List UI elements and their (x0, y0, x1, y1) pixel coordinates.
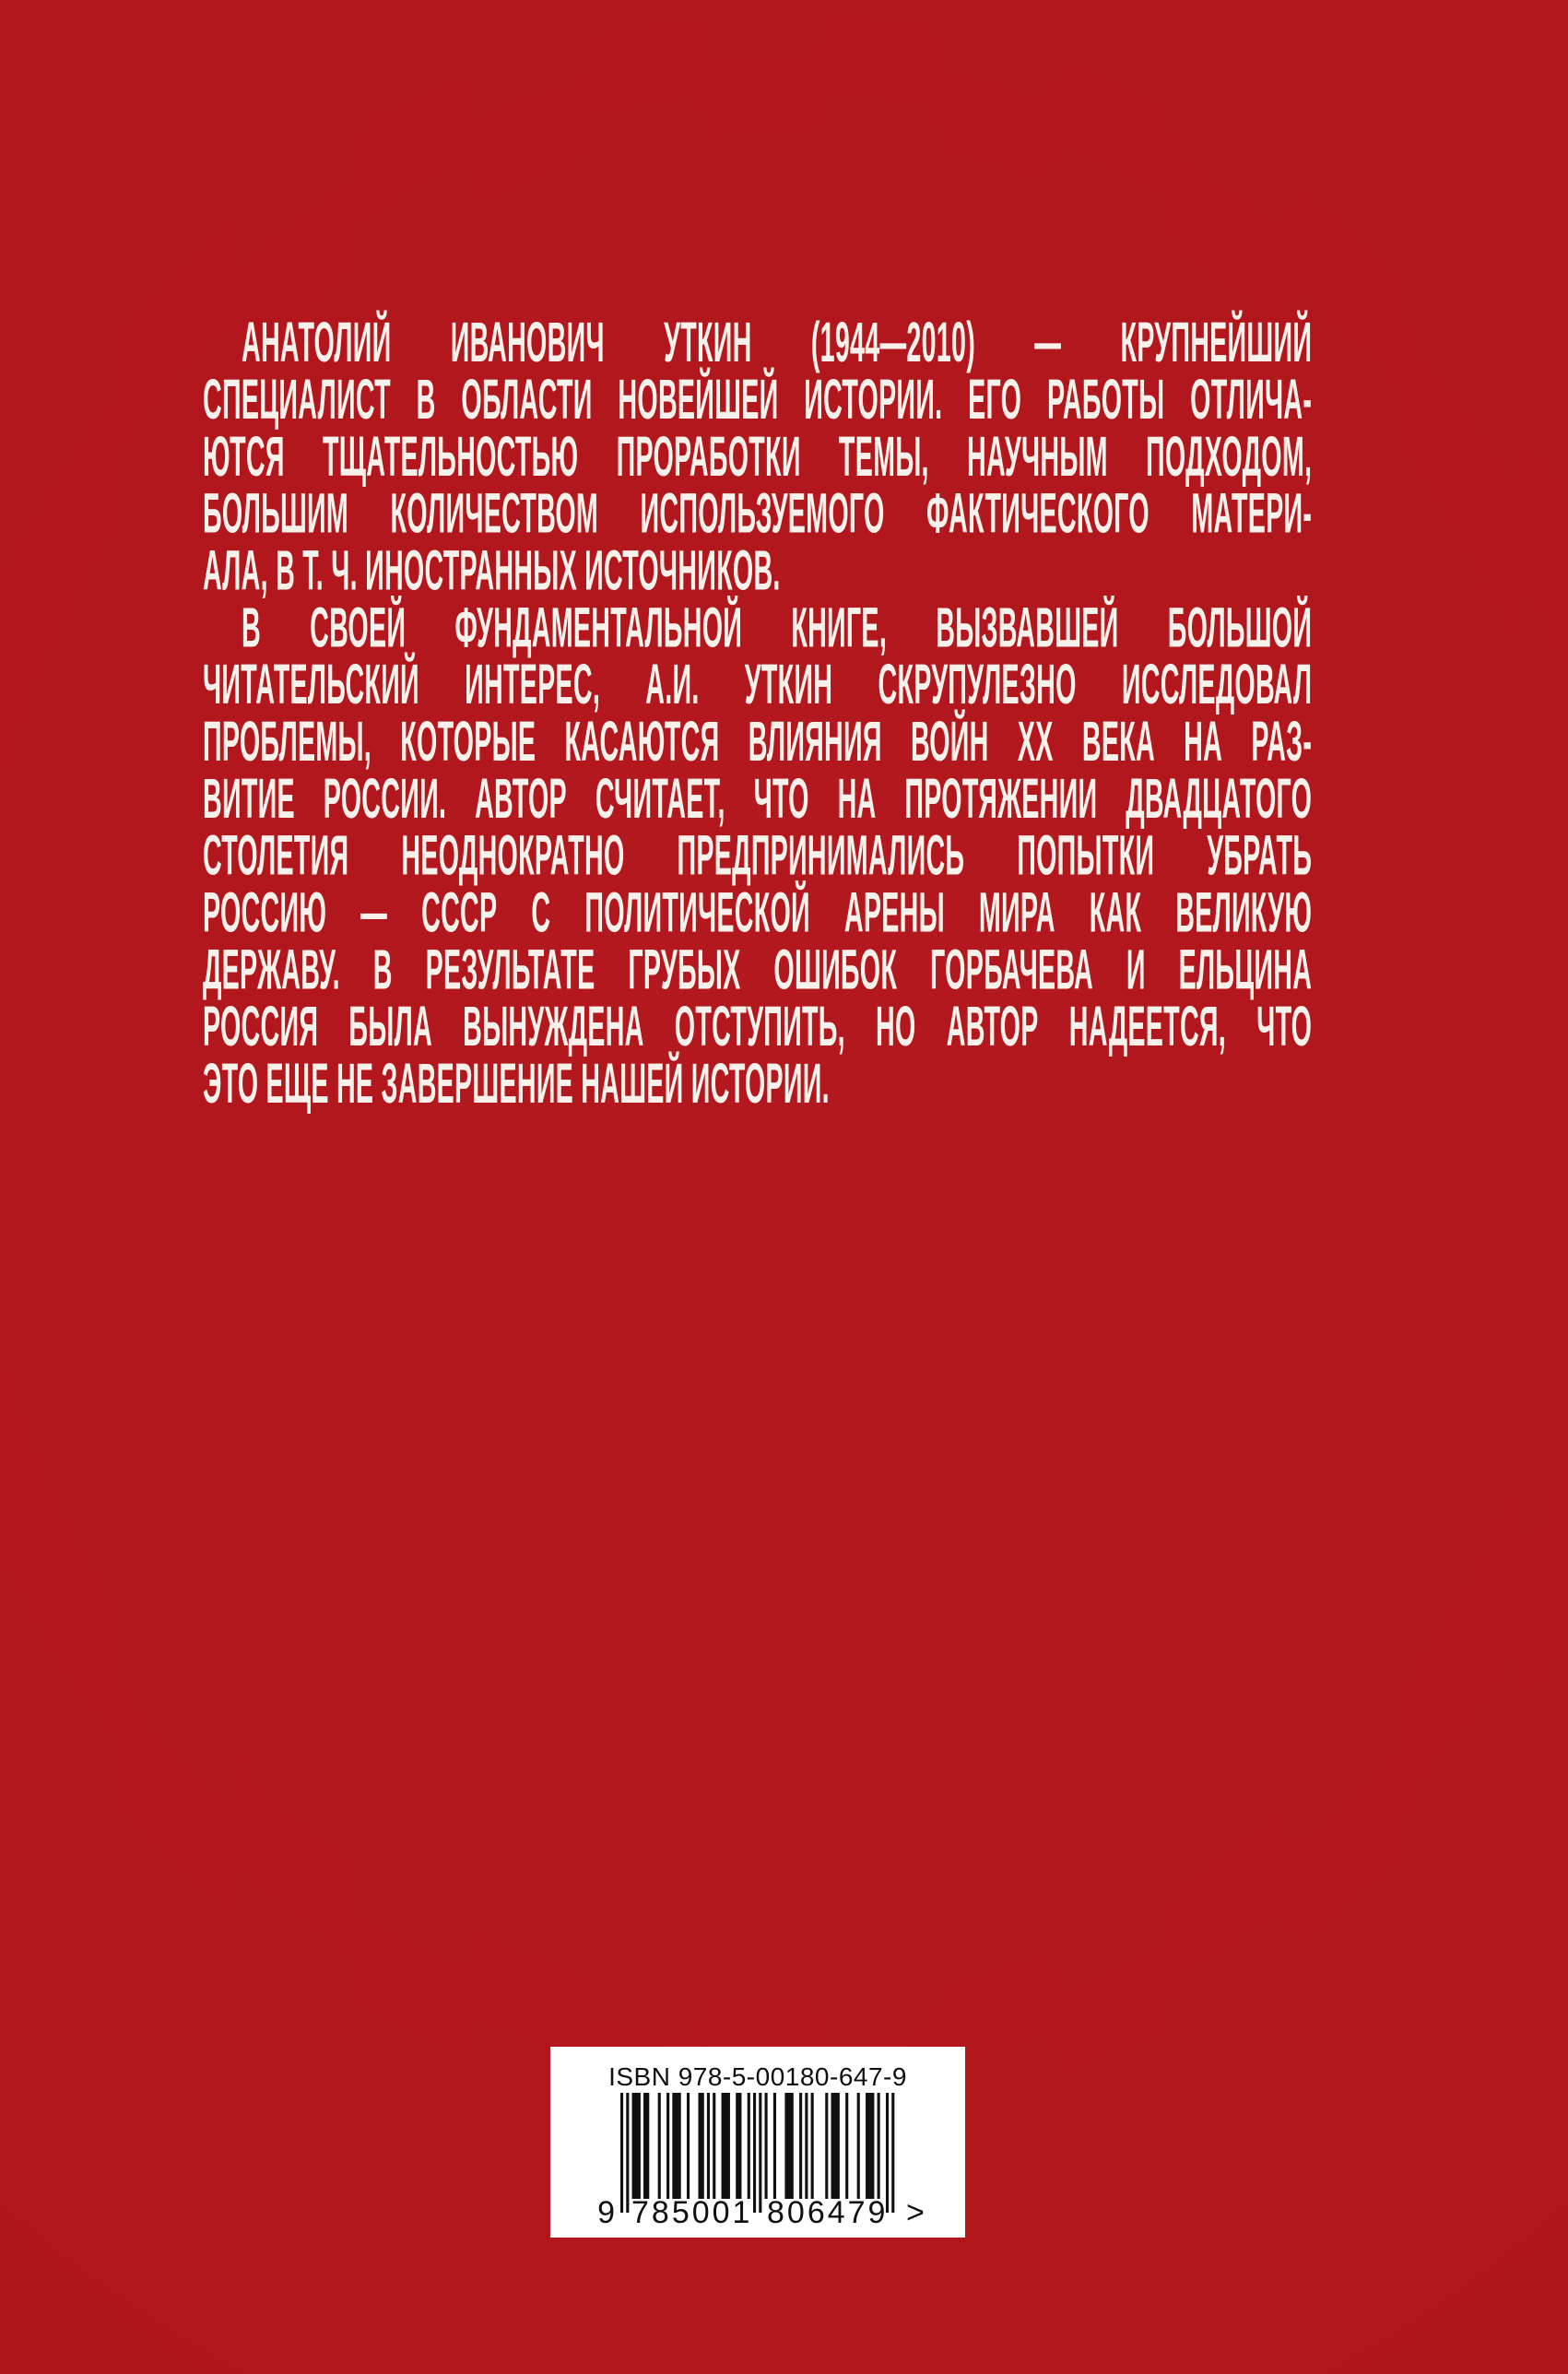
barcode-bar (753, 2093, 756, 2213)
text-line: ЧИТАТЕЛЬСКИЙ ИНТЕРЕС, А.И. УТКИН СКРУПУЛЕЗНО ИССЛЕДОВАЛ (203, 652, 1313, 716)
text-line: В СВОЕЙ ФУНДАМЕНТАЛЬНОЙ КНИГЕ, ВЫЗВАВШЕЙ БОЛЬШОЙ (241, 595, 1313, 659)
barcode-bar (748, 2093, 750, 2199)
text-line: ЭТО ЕЩЕ НЕ ЗАВЕРШЕНИЕ НАШЕЙ ИСТОРИИ. (203, 1051, 830, 1116)
barcode-bar (878, 2093, 880, 2199)
barcode-bar (699, 2093, 704, 2199)
barcode-digit-first: 9 (597, 2195, 615, 2230)
text-line: АНАТОЛИЙ ИВАНОВИЧ УТКИН (1944—2010) — КРУПНЕЙШИЙ (241, 310, 1313, 374)
text-line: ПРОБЛЕМЫ, КОТОРЫЕ КАСАЮТСЯ ВЛИЯНИЯ ВОЙН XX ВЕКА НА РАЗ- (203, 709, 1313, 774)
barcode-bar (799, 2093, 802, 2199)
barcode-bar (765, 2093, 768, 2199)
barcode-bar (866, 2093, 874, 2199)
barcode-bar (643, 2093, 649, 2199)
barcode-bar (845, 2093, 848, 2199)
barcode-bar (722, 2093, 730, 2199)
barcode-bar (759, 2093, 761, 2213)
isbn-box (550, 2047, 965, 2238)
text-line: ДЕРЖАВУ. В РЕЗУЛЬТАТЕ ГРУБЫХ ОШИБОК ГОРБАЧЕВА И ЕЛЬЦИНА (203, 938, 1313, 1001)
barcode-bar (658, 2093, 661, 2199)
barcode-bar (805, 2093, 808, 2199)
isbn-label: ISBN 978-5-00180-647-9 (608, 2062, 907, 2091)
annotation-text (203, 310, 1313, 1116)
text-line: СТОЛЕТИЯ НЕОДНОКРАТНО ПРЕДПРИНИМАЛИСЬ ПОПЫТКИ УБРАТЬ (203, 823, 1313, 887)
text-line: СПЕЦИАЛИСТ В ОБЛАСТИ НОВЕЙШЕЙ ИСТОРИИ. ЕГО РАБОТЫ ОТЛИЧА- (203, 367, 1313, 431)
barcode-bar (825, 2093, 828, 2199)
barcode-bar (891, 2093, 894, 2213)
barcode-digit-group2: 806479 (767, 2195, 889, 2230)
barcode-bar (666, 2093, 669, 2199)
barcode-bar (632, 2093, 641, 2199)
barcode-bar (672, 2093, 680, 2199)
text-line: АЛА, В Т. Ч. ИНОСТРАННЫХ ИСТОЧНИКОВ. (203, 538, 781, 602)
barcode-digit-group1: 785001 (631, 2195, 753, 2230)
text-line: РОССИЮ — СССР С ПОЛИТИЧЕСКОЙ АРЕНЫ МИРА КАК ВЕЛИКУЮ (203, 880, 1313, 944)
barcode-trailing-arrow: > (906, 2195, 925, 2230)
text-line: БОЛЬШИМ КОЛИЧЕСТВОМ ИСПОЛЬЗУЕМОГО ФАКТИЧЕСКОГО МАТЕРИ- (203, 481, 1313, 545)
barcode-bar (811, 2093, 814, 2199)
text-line: ЮТСЯ ТЩАТЕЛЬНОСТЬЮ ПРОРАБОТКИ ТЕМЫ, НАУЧНЫМ ПОДХОДОМ, (203, 424, 1313, 488)
barcode-bar (857, 2093, 860, 2199)
barcode-bar (707, 2093, 710, 2199)
barcode-bar (831, 2093, 839, 2199)
barcode-bar (736, 2093, 741, 2199)
barcode-bar (713, 2093, 715, 2199)
barcode-bar (687, 2093, 690, 2199)
barcode-bar (626, 2093, 629, 2213)
text-line: ВИТИЕ РОССИИ. АВТОР СЧИТАЕТ, ЧТО НА ПРОТЯЖЕНИИ ДВАДЦАТОГО (203, 766, 1313, 830)
barcode-bar (620, 2093, 623, 2213)
barcode-bar (784, 2093, 793, 2199)
text-line: РОССИЯ БЫЛА ВЫНУЖДЕНА ОТСТУПИТЬ, НО АВТОР НАДЕЕТСЯ, ЧТО (203, 994, 1313, 1058)
barcode-bar (773, 2093, 776, 2199)
